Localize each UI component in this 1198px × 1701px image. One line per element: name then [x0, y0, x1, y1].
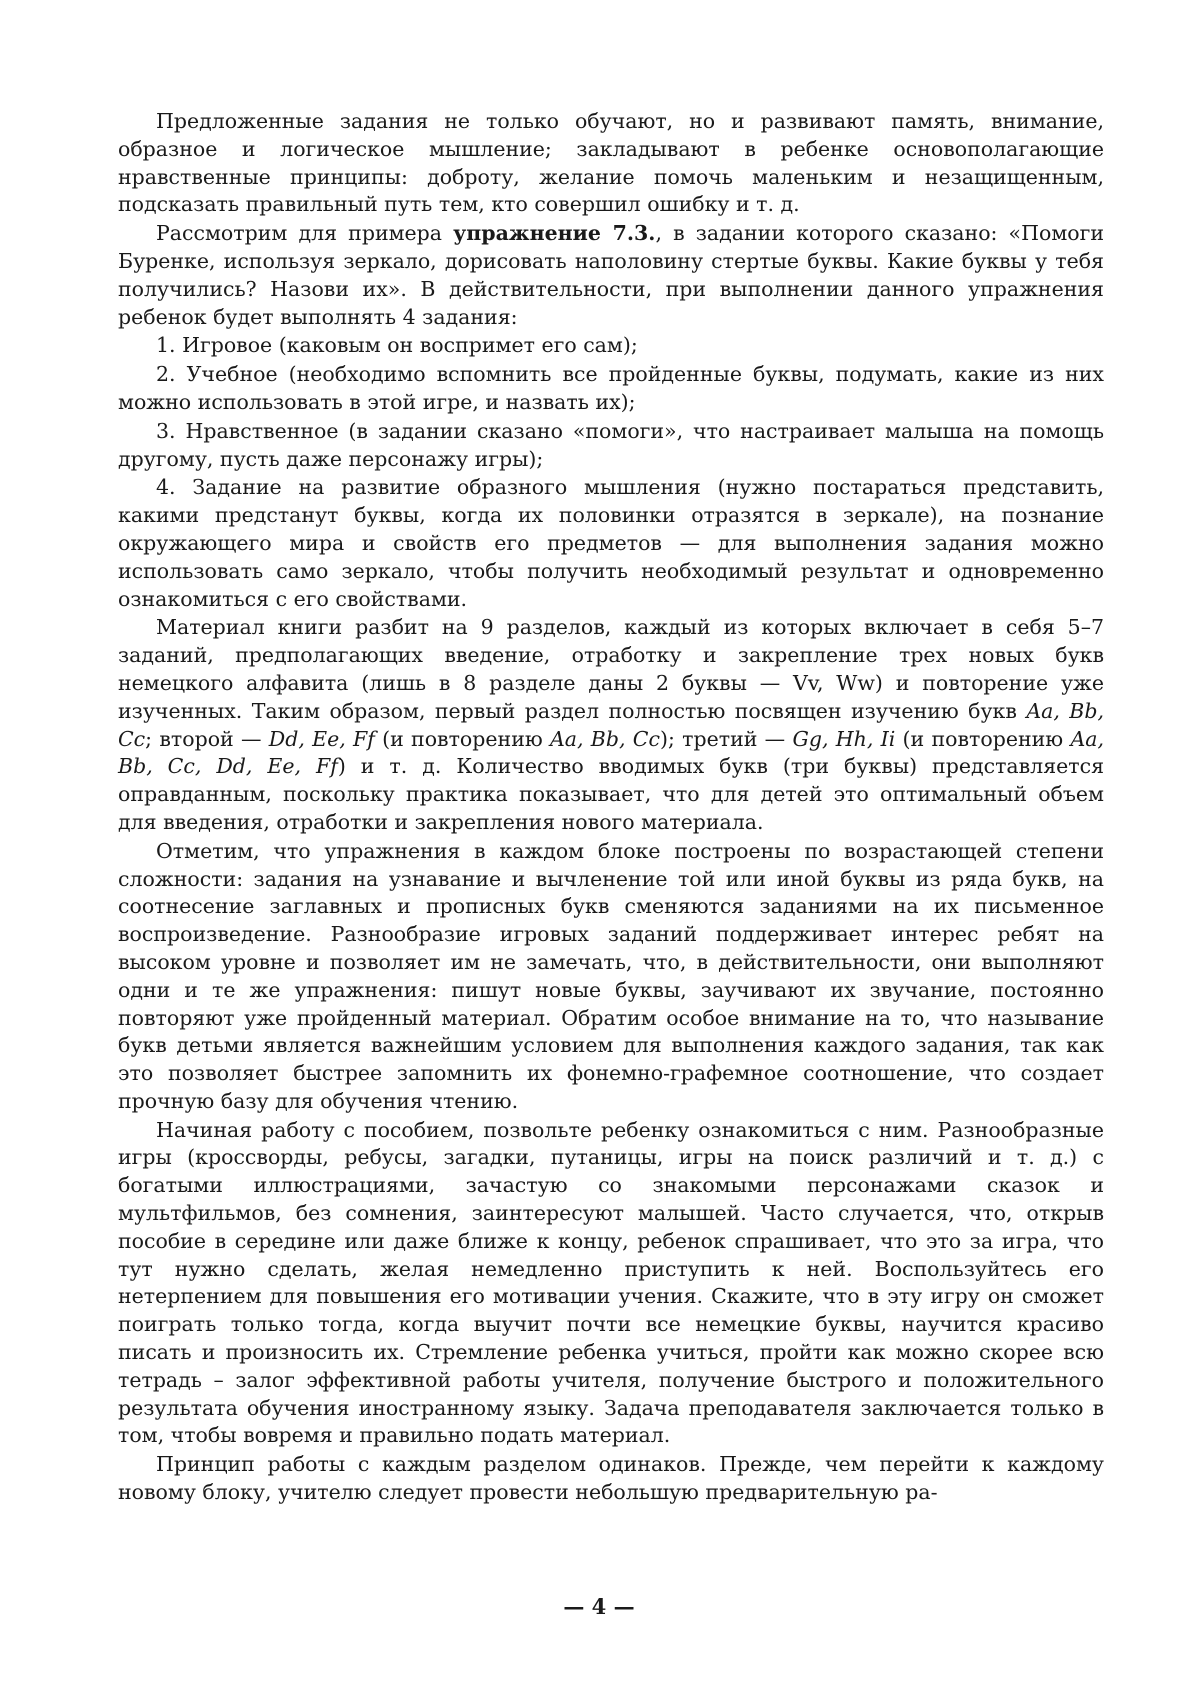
list-item-3: 3. Нравственное (в задании сказано «помоги», что настраивает малыша на помощь другому, пусть даже персонажу игры);: [118, 418, 1104, 471]
text-run: (и повторению: [895, 726, 1071, 751]
paragraph-4: Отметим, что упражнения в каждом блоке построены по возрастающей степени сложности: задания на узнавание и вычленение той или иной буквы из ряда букв, на соотнесение заглавных и прописных букв сменяются заданиями на их письменное воспроизведение. Разнообразие игровых заданий поддерживает интерес ребят на высоком уровне и позволяет им не замечать, что, в действительности, они выполняют одни и те же упражнения: пишут новые буквы, заучивают их звучание, постоянно повторяют уже пройденный материал. Обратим особое внимание на то, что называние букв детьми является важнейшим условием для выполнения каждого задания, так как это позволяет быстрее запомнить их фонемно-графемное соотношение, что создает прочную базу для обучения чтению.: [118, 838, 1104, 1113]
text-run: (и повторению: [374, 726, 550, 751]
text-run: Рассмотрим для примера: [156, 221, 454, 246]
text-run: ) и т. д. Количество вводимых букв (три буквы) представляется оправданным, поскольку практика показывает, что для детей это оптимальный объем для введения, отработки и закрепления нового материала.: [118, 754, 1105, 834]
exercise-reference: упражнение 7.3.: [453, 221, 656, 246]
page-number: — 4 —: [563, 1594, 635, 1619]
letters-italic: Aa, Bb, Cc, Dd, Ee, Ff: [118, 726, 1104, 779]
paragraph-1: Предложенные задания не только обучают, но и развивают память, внимание, образное и логическое мышление; закладывают в ребенке основополагающие нравственные принципы: доброту, желание помочь маленьким и незащищенным, подсказать правильный путь тем, кто совершил ошибку и т. д.: [118, 109, 1104, 217]
list-item-2: 2. Учебное (необходимо вспомнить все пройденные буквы, подумать, какие из них можно использовать в этой игре, и назвать их);: [118, 362, 1104, 414]
text-run: ; второй —: [145, 726, 269, 751]
text-run: Материал книги разбит на 9 разделов, каждый из которых включает в себя 5–7 заданий, предполагающих введение, отработку и закрепление трех новых букв немецкого алфавита (лишь в 8 разделе даны 2 буквы — Vv, Ww) и повторение уже изученных. Таким образом, первый раздел полностью посвящен изучению букв: [118, 615, 1104, 723]
paragraph-5: Начиная работу с пособием, позвольте ребенку ознакомиться с ним. Разнообразные игры (кроссворды, ребусы, загадки, путаницы, игры на поиск различий и т. д.) с богатыми иллюстрациями, зачастую со знакомыми персонажами сказок и мультфильмов, без сомнения, заинтересуют малышей. Часто случается, что, открыв пособие в середине или даже ближе к концу, ребенок спрашивает, что это за игра, что тут нужно сделать, желая немедленно приступить к ней. Воспользуйтесь его нетерпением для повышения его мотивации учения. Скажите, что в эту игру он сможет поиграть только тогда, когда выучит почти все немецкие буквы, научится красиво писать и произносить их. Стремление ребенка учиться, пройти как можно скорее всю тетрадь – залог эффективной работы учителя, получение быстрого и положительного результата обучения иностранному языку. Задача преподавателя заключается только в том, чтобы вовремя и правильно подать материал.: [118, 1117, 1104, 1448]
paragraph-3: [118, 614, 1104, 836]
body-text: [118, 108, 1104, 1507]
text-run: , в задании которого сказано: «Помоги Буренке, используя зеркало, дорисовать наполовину стертые буквы. Какие буквы у тебя получились? Назови их». В действительности, при выполнении данного упражнения ребенок будет выполнять 4 задания:: [118, 221, 1105, 329]
text-run: ); третий —: [659, 726, 793, 751]
paragraph-6: Принцип работы с каждым разделом одинаков. Прежде, чем перейти к каждому новому блоку, учителю следует провести небольшую предварительную ра-: [118, 1452, 1104, 1505]
paragraph-2: [118, 220, 1104, 331]
list-item-4: 4. Задание на развитие образного мышления (нужно постараться представить, какими предстанут буквы, когда их половинки отразятся в зеркале), на познание окружающего мира и свойств его предметов — для выполнения задания можно использовать само зеркало, чтобы получить необходимый результат и одновременно ознакомиться с его свойствами.: [118, 475, 1104, 611]
letters-italic: Gg, Hh, Ii: [792, 726, 896, 751]
list-item-1: 1. Игровое (каковым он воспримет его сам);: [156, 333, 638, 358]
letters-italic: Dd, Ee, Ff: [268, 726, 375, 751]
letters-italic: Aa, Bb, Cc: [549, 726, 660, 751]
letters-italic: Aa, Bb, Cc: [118, 698, 1105, 751]
